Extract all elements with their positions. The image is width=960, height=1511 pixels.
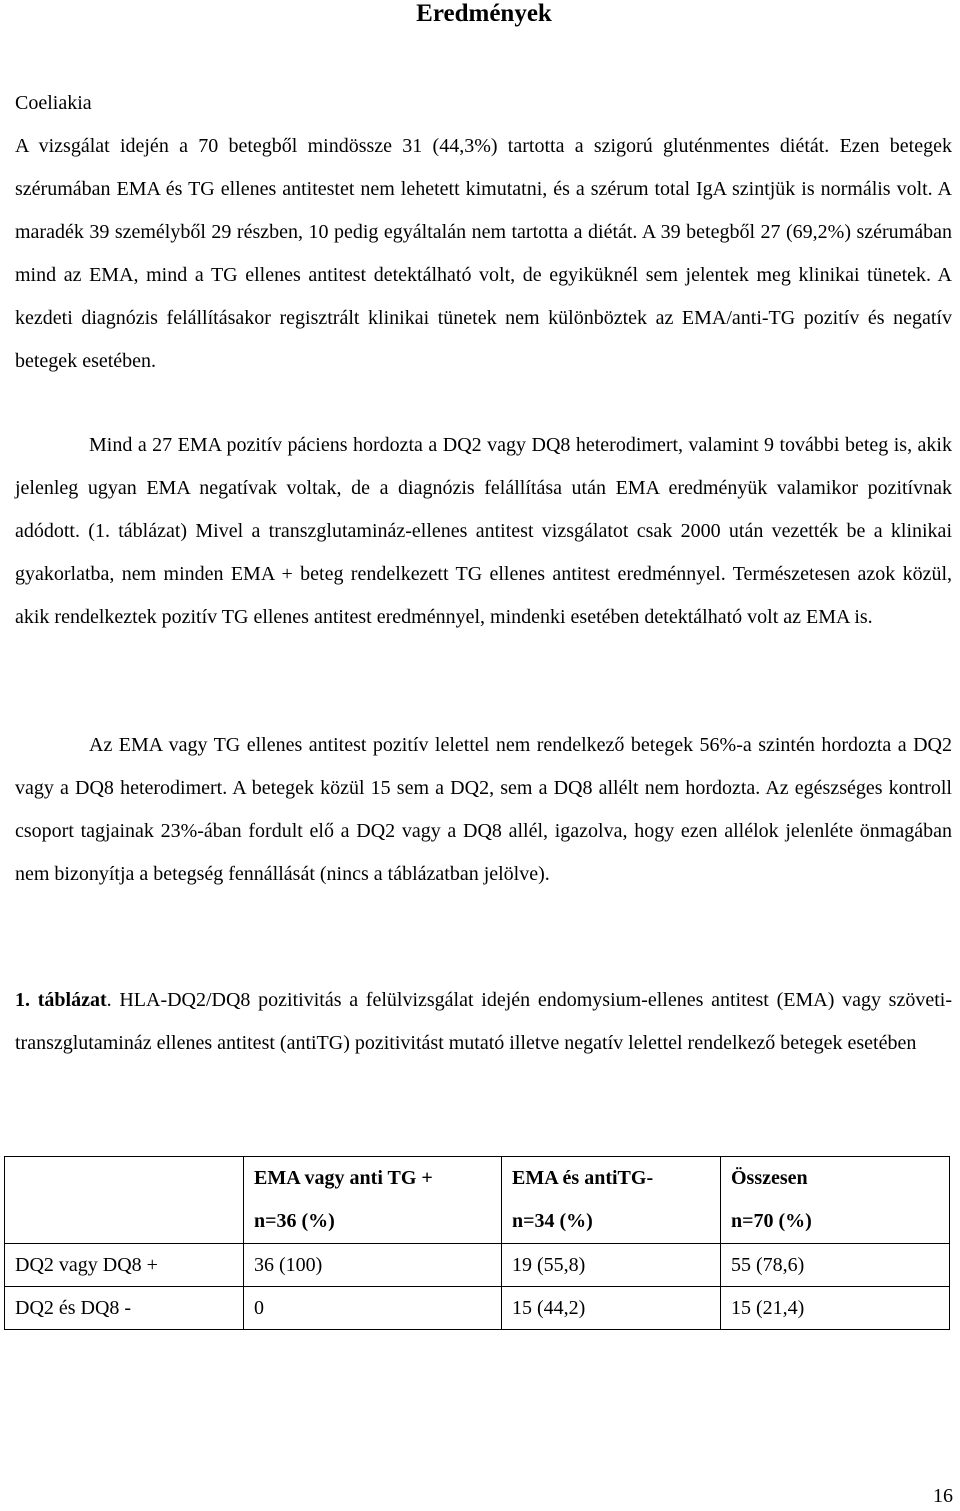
table-cell: 19 (55,8) xyxy=(502,1244,721,1287)
table-header-cell: EMA és antiTG- n=34 (%) xyxy=(502,1157,721,1244)
results-table xyxy=(4,1156,950,1330)
paragraph-1: A vizsgálat idején a 70 betegből mindössze 31 (44,3%) tartotta a szigorú gluténmentes diétát. Ezen betegek szérumában EMA és TG ellenes antitestet nem lehetett kimutatni, és a szérum total IgA szintjük is normális volt. A maradék 39 személyből 29 részben, 10 pedig egyáltalán nem tartotta a diétát. A 39 betegből 27 (69,2%) szérumában mind az EMA, mind a TG ellenes antitest detektálható volt, de egyiküknél sem jelentek meg klinikai tünetek. A kezdeti diagnózis felállításakor regisztrált klinikai tünetek nem különböztek az EMA/anti-TG pozitív és negatív betegek esetében. xyxy=(15,135,952,372)
table-cell: 15 (44,2) xyxy=(502,1287,721,1330)
paragraph-2: Mind a 27 EMA pozitív páciens hordozta a DQ2 vagy DQ8 heterodimert, valamint 9 további beteg is, akik jelenleg ugyan EMA negatívak voltak, de a diagnózis felállítása után EMA eredményük valamikor pozitívnak adódott. (1. táblázat) Mivel a transzglutamináz-ellenes antitest vizsgálatot csak 2000 után vezették be a klinikai gyakorlatba, nem minden EMA + beteg rendelkezett TG ellenes antitest eredménnyel. Természetesen azok közül, akik rendelkeztek pozitív TG ellenes antitest eredménnyel, mindenki esetében detektálható volt az EMA is. xyxy=(15,434,952,628)
paragraph-3: Az EMA vagy TG ellenes antitest pozitív lelettel nem rendelkező betegek 56%-a szintén hordozta a DQ2 vagy a DQ8 heterodimert. A betegek közül 15 sem a DQ2, sem a DQ8 allélt nem hordozta. Az egészséges kontroll csoport tagjainak 23%-ában fordult elő a DQ2 vagy a DQ8 allél, igazolva, hogy ezen allélok jelenléte önmagában nem bizonyítja a betegség fennállását (nincs a táblázatban jelölve). xyxy=(15,734,952,885)
page-number: 16 xyxy=(933,1485,953,1507)
table-caption-label: 1. táblázat xyxy=(15,989,107,1011)
table-cell: 36 (100) xyxy=(244,1244,502,1287)
table-cell: DQ2 vagy DQ8 + xyxy=(5,1244,244,1287)
table-header-cell: Összesen n=70 (%) xyxy=(721,1157,950,1244)
table-cell: DQ2 és DQ8 - xyxy=(5,1287,244,1330)
table-caption xyxy=(15,979,952,1065)
table-header-cell: EMA vagy anti TG + n=36 (%) xyxy=(244,1157,502,1244)
section-title: Coeliakia xyxy=(15,92,92,114)
table-row xyxy=(5,1244,950,1287)
table-cell: 15 (21,4) xyxy=(721,1287,950,1330)
table-cell: 0 xyxy=(244,1287,502,1330)
table-header-row xyxy=(5,1157,950,1244)
table-cell: 55 (78,6) xyxy=(721,1244,950,1287)
table-header-cell xyxy=(5,1157,244,1244)
table-caption-text: . HLA-DQ2/DQ8 pozitivitás a felülvizsgálat idején endomysium-ellenes antitest (EMA) vagy szöveti-transzglutamináz ellenes antitest (antiTG) pozitivitást mutató illetve negatív lelettel rendelkező betegek esetében xyxy=(15,989,952,1054)
page-title: Eredmények xyxy=(416,0,552,27)
table-row xyxy=(5,1287,950,1330)
